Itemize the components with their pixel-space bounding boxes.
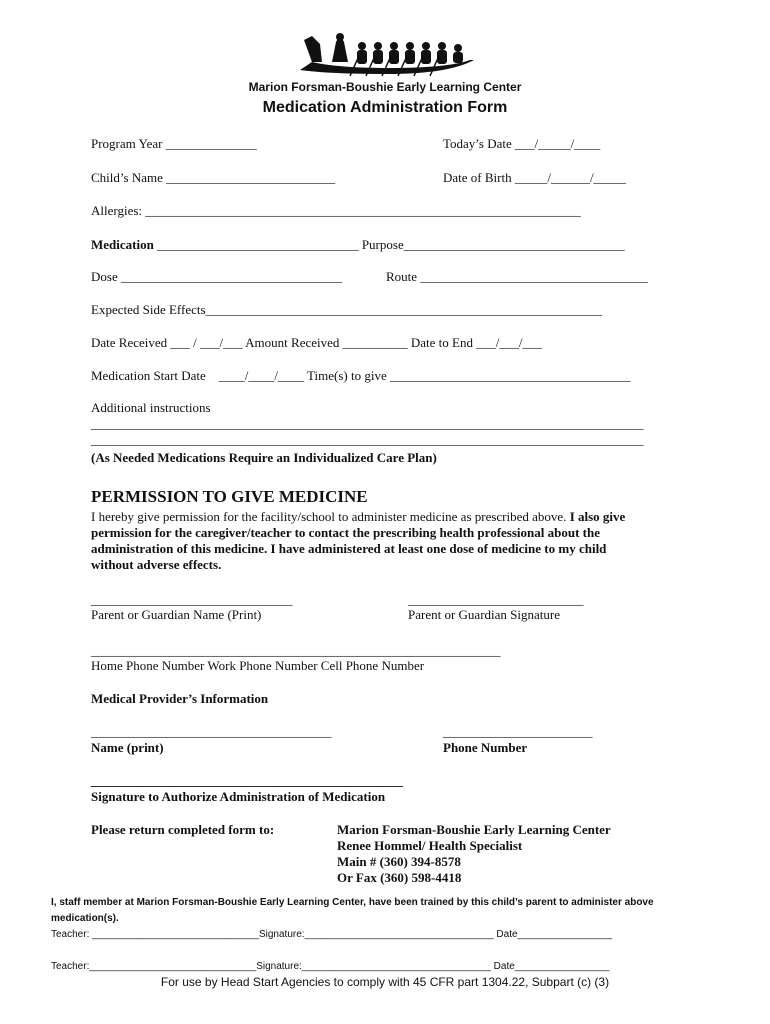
- additional-instructions-label: Additional instructions: [91, 400, 211, 415]
- provider-name-line[interactable]: _____________________________________: [91, 724, 332, 739]
- date-of-birth-field[interactable]: Date of Birth _____/______/_____: [443, 170, 627, 185]
- return-address-line: Renee Hommel/ Health Specialist: [337, 838, 523, 853]
- return-main-phone: Main # (360) 394-8578: [337, 854, 461, 869]
- additional-instructions-line[interactable]: _____________________________________________________________________________________: [91, 432, 644, 447]
- staff-statement-line-2: medication(s).: [51, 913, 119, 924]
- medication-label: Medication: [91, 237, 154, 252]
- form-title: Medication Administration Form: [262, 99, 508, 116]
- allergies-field[interactable]: Allergies: ___________________________________________________________________: [91, 203, 581, 218]
- authorization-signature-line[interactable]: ________________________________________________: [91, 773, 403, 788]
- permission-line-4: without adverse effects.: [91, 557, 222, 572]
- return-fax: Or Fax (360) 598-4418: [337, 870, 462, 885]
- route-field[interactable]: Route ___________________________________: [386, 269, 648, 284]
- permission-line-3: administration of this medicine. I have administered at least one dose of medicine to my child: [91, 541, 607, 556]
- side-effects-field[interactable]: Expected Side Effects_____________________________________________________________: [91, 302, 603, 317]
- footer-note: For use by Head Start Agencies to comply with 45 CFR part 1304.22, Subpart (c) (3): [160, 975, 610, 989]
- medication-purpose-row[interactable]: [91, 237, 625, 253]
- program-year-field[interactable]: Program Year ______________: [91, 136, 257, 151]
- provider-phone-line[interactable]: _______________________: [443, 724, 593, 739]
- permission-line-1: I hereby give permission for the facility/school to administer medicine as prescribed above. I also give: [91, 509, 626, 524]
- medication-purpose-line[interactable]: _______________________________ Purpose__________________________________: [153, 237, 625, 252]
- phone-numbers-label: Home Phone Number Work Phone Number Cell Phone Number: [91, 658, 425, 673]
- start-date-row[interactable]: Medication Start Date ____/____/____ Time(s) to give _____________________________________: [91, 368, 631, 383]
- provider-name-label: Name (print): [91, 740, 164, 755]
- additional-instructions-line[interactable]: _____________________________________________________________________________________: [91, 416, 644, 431]
- teacher-row-2[interactable]: Teacher:______________________________Signature:__________________________________ Date_________________: [51, 961, 610, 972]
- authorization-signature-label: Signature to Authorize Administration of Medication: [91, 789, 386, 804]
- care-plan-note: (As Needed Medications Require an Individualized Care Plan): [91, 450, 437, 465]
- phone-numbers-line[interactable]: _______________________________________________________________: [91, 643, 501, 658]
- teacher-row-1[interactable]: Teacher: ______________________________Signature:__________________________________ Date_________________: [51, 929, 613, 940]
- guardian-signature-line[interactable]: ___________________________: [408, 592, 584, 607]
- provider-heading: Medical Provider’s Information: [91, 691, 269, 706]
- staff-statement-line-1: I, staff member at Marion Forsman-Boushie Early Learning Center, have been trained by this child’s parent to administer above: [51, 897, 654, 908]
- return-address-line: Marion Forsman-Boushie Early Learning Center: [337, 822, 611, 837]
- guardian-name-label: Parent or Guardian Name (Print): [91, 607, 262, 622]
- provider-phone-label: Phone Number: [443, 740, 528, 755]
- permission-heading: PERMISSION TO GIVE MEDICINE: [91, 487, 368, 506]
- dose-field[interactable]: Dose __________________________________: [91, 269, 342, 284]
- org-name: Marion Forsman-Boushie Early Learning Center: [248, 80, 522, 94]
- todays-date-field[interactable]: Today’s Date ___/_____/____: [443, 136, 601, 151]
- guardian-name-line[interactable]: _______________________________: [91, 592, 293, 607]
- permission-line-2: permission for the caregiver/teacher to contact the prescribing health professional about the: [91, 525, 600, 540]
- guardian-signature-label: Parent or Guardian Signature: [408, 607, 560, 622]
- date-received-row[interactable]: Date Received ___ / ___/___ Amount Received __________ Date to End ___/___/___: [91, 335, 542, 350]
- canoe-logo: [298, 30, 476, 78]
- childs-name-field[interactable]: Child’s Name __________________________: [91, 170, 336, 185]
- return-label: Please return completed form to:: [91, 822, 275, 837]
